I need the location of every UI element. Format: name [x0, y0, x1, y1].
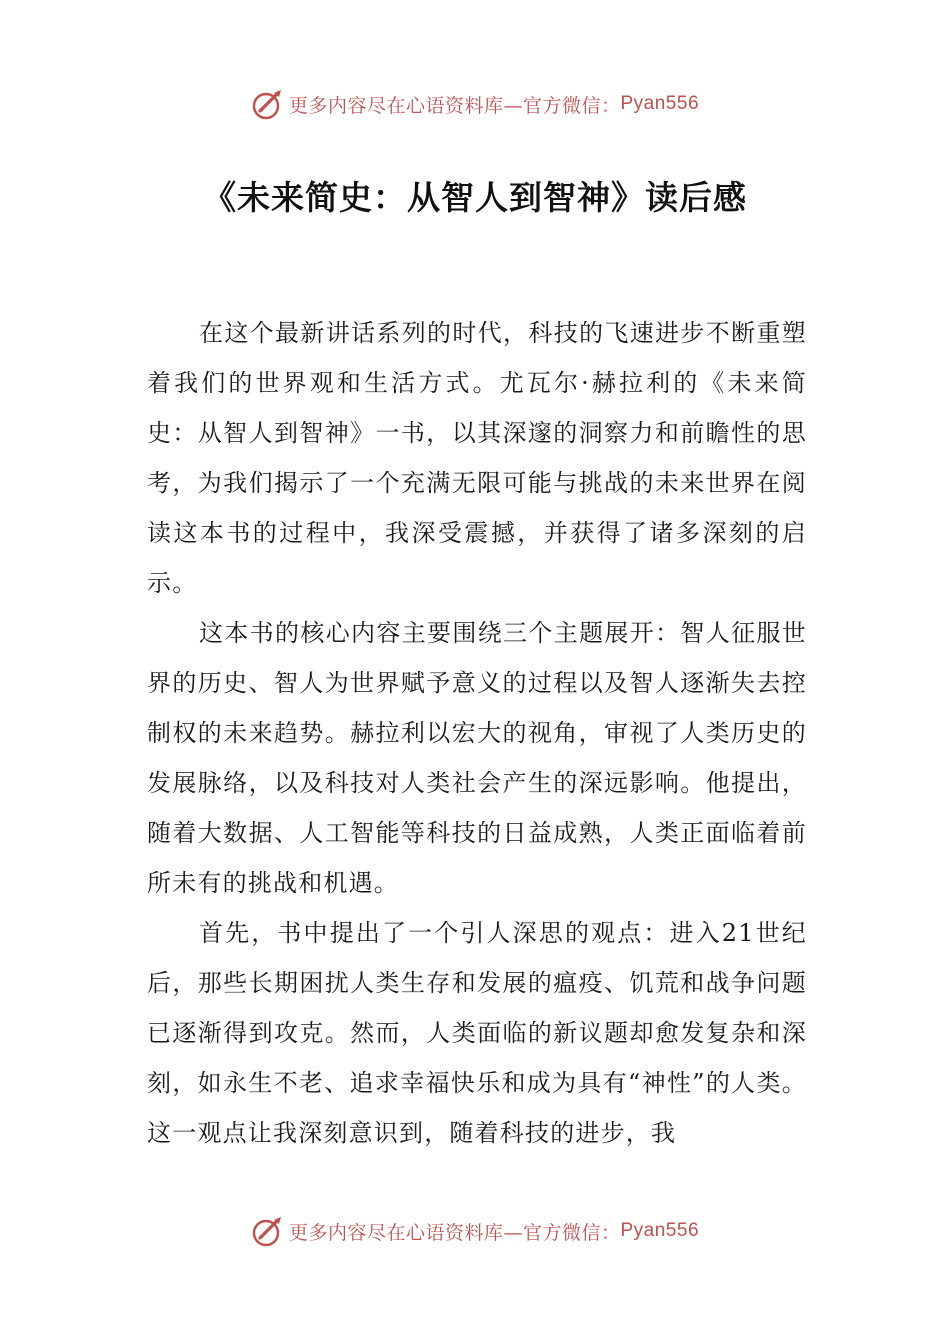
footer-watermark-banner — [0, 1211, 950, 1251]
paragraph-3: 首先，书中提出了一个引人深思的观点：进入21世纪后，那些长期困扰人类生存和发展的瘟疫、饥荒和战争问题已逐渐得到攻克。然而，人类面临的新议题却愈发复杂和深刻，如永生不老、追求幸福快乐和成为具有“神性”的人类。这一观点让我深刻意识到，随着科技的进步，我 — [147, 919, 807, 1147]
pen-circle-icon — [251, 1214, 285, 1248]
banner-text: 更多内容尽在心语资料库—官方微信： — [288, 1221, 621, 1244]
wechat-id: Pyan556 — [620, 1220, 700, 1241]
header-watermark-banner — [0, 84, 950, 124]
pen-circle-icon — [251, 87, 285, 121]
wechat-id: Pyan556 — [620, 93, 700, 114]
paragraph-2: 这本书的核心内容主要围绕三个主题展开：智人征服世界的历史、智人为世界赋予意义的过程以及智人逐渐失去控制权的未来趋势。赫拉利以宏大的视角，审视了人类历史的发展脉络，以及科技对人类社会产生的深远影响。他提出，随着大数据、人工智能等科技的日益成熟，人类正面临着前所未有的挑战和机遇。 — [147, 619, 807, 897]
paragraph-1: 在这个最新讲话系列的时代，科技的飞速进步不断重塑着我们的世界观和生活方式。尤瓦尔·赫拉利的《未来简史：从智人到智神》一书，以其深邃的洞察力和前瞻性的思考，为我们揭示了一个充满无限可能与挑战的未来世界在阅读这本书的过程中，我深受震撼，并获得了诸多深刻的启示。 — [147, 319, 807, 597]
banner-text: 更多内容尽在心语资料库—官方微信： — [288, 94, 621, 117]
article-body — [147, 308, 807, 1158]
page-title: 《未来简史：从智人到智神》读后感 — [203, 178, 747, 217]
